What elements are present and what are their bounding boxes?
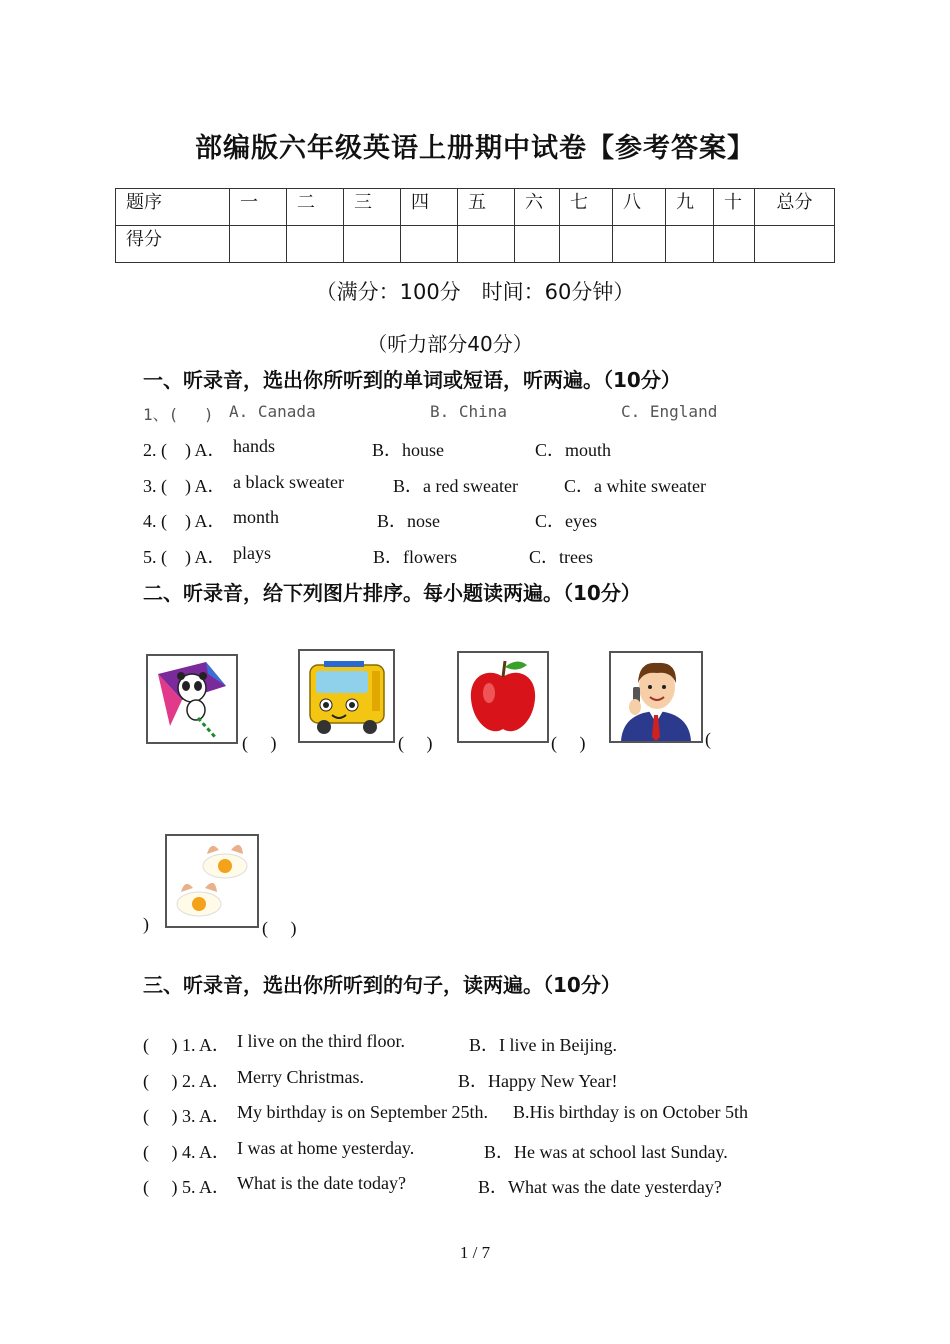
s1-q3-option-b[interactable]: B．a red sweater <box>393 476 518 496</box>
score-cell: 二 <box>287 189 344 226</box>
score-input-cell[interactable] <box>230 226 287 263</box>
score-cell: 四 <box>401 189 458 226</box>
score-cell: 三 <box>344 189 401 226</box>
score-input-cell[interactable] <box>755 226 835 263</box>
s1-q3-option-a[interactable]: a black sweater <box>233 472 344 492</box>
score-cell: 总分 <box>755 189 835 226</box>
s1-q4-option-a[interactable]: month <box>233 507 280 527</box>
listening-header: （听力部分40分） <box>367 332 533 356</box>
score-table-header-row <box>116 189 835 226</box>
man-phone-picture <box>609 651 703 743</box>
s1-q4-option-b[interactable]: B．nose <box>377 511 440 531</box>
score-input-cell[interactable] <box>714 226 755 263</box>
section3-heading: 三、听录音，选出你所听到的句子，读两遍。（10分） <box>143 973 621 997</box>
s1-q3-option-c[interactable]: C．a white sweater <box>564 476 706 496</box>
score-input-cell[interactable] <box>613 226 666 263</box>
s1-q2-option-a[interactable]: hands <box>233 436 275 456</box>
score-cell: 七 <box>560 189 613 226</box>
s1-q1-prefix: 1、( ) <box>143 405 214 424</box>
s3-q5-prefix: ( ) 5. A． <box>143 1177 230 1197</box>
s3-q3-option-b[interactable]: B.His birthday is on October 5th <box>513 1102 748 1122</box>
score-table <box>115 188 835 263</box>
answer-blank-5[interactable]: ( ) <box>262 918 297 938</box>
eggs-icon <box>167 836 257 926</box>
apple-picture <box>457 651 549 743</box>
s1-q2-prefix: 2. ( ) A． <box>143 440 226 460</box>
s1-q2-option-b[interactable]: B．house <box>372 440 444 460</box>
s3-q1-option-a[interactable]: I live on the third floor. <box>237 1031 405 1051</box>
s1-q4-prefix: 4. ( ) A． <box>143 511 226 531</box>
score-input-cell[interactable] <box>560 226 613 263</box>
score-input-cell[interactable] <box>458 226 515 263</box>
s1-q5-option-a[interactable]: plays <box>233 543 271 563</box>
s1-q1-option-c[interactable]: C. England <box>621 402 718 421</box>
s3-q2-prefix: ( ) 2. A． <box>143 1071 230 1091</box>
s3-q3-option-a[interactable]: My birthday is on September 25th. <box>237 1102 488 1122</box>
s3-q3-prefix: ( ) 3. A． <box>143 1106 230 1126</box>
score-table-score-row <box>116 226 835 263</box>
score-input-cell[interactable] <box>401 226 458 263</box>
man-phone-icon <box>611 653 701 741</box>
s1-q1-option-a[interactable]: A. Canada <box>229 402 316 421</box>
kite-picture <box>146 654 238 744</box>
page-number: 1 / 7 <box>459 1243 491 1262</box>
score-input-cell[interactable] <box>344 226 401 263</box>
kite-icon <box>148 656 236 742</box>
eggs-picture <box>165 834 259 928</box>
bus-picture <box>298 649 395 743</box>
s3-q1-option-b[interactable]: B．I live in Beijing. <box>469 1035 617 1055</box>
score-input-cell[interactable] <box>666 226 714 263</box>
s1-q5-option-c[interactable]: C．trees <box>529 547 593 567</box>
bus-icon <box>300 651 393 741</box>
s3-q2-option-a[interactable]: Merry Christmas. <box>237 1067 364 1087</box>
score-cell: 六 <box>515 189 560 226</box>
answer-blank-4-open[interactable]: ( <box>705 729 711 749</box>
s3-q5-option-a[interactable]: What is the date today? <box>237 1173 406 1193</box>
s3-q4-option-a[interactable]: I was at home yesterday. <box>237 1138 415 1158</box>
score-cell: 五 <box>458 189 515 226</box>
answer-blank-4-close[interactable]: ) <box>143 914 149 934</box>
score-cell: 八 <box>613 189 666 226</box>
s1-q4-option-c[interactable]: C．eyes <box>535 511 597 531</box>
answer-blank-2[interactable]: ( ) <box>398 733 433 753</box>
exam-info: （满分：100分 时间：60分钟） <box>315 280 635 304</box>
score-cell: 得分 <box>116 226 230 263</box>
score-cell: 一 <box>230 189 287 226</box>
s1-q2-option-c[interactable]: C．mouth <box>535 440 612 460</box>
answer-blank-3[interactable]: ( ) <box>551 733 586 753</box>
s3-q1-prefix: ( ) 1. A． <box>143 1035 230 1055</box>
score-input-cell[interactable] <box>287 226 344 263</box>
score-cell: 九 <box>666 189 714 226</box>
s3-q5-option-b[interactable]: B．What was the date yesterday? <box>478 1177 722 1197</box>
s1-q3-prefix: 3. ( ) A． <box>143 476 226 496</box>
s1-q5-prefix: 5. ( ) A． <box>143 547 226 567</box>
s3-q4-prefix: ( ) 4. A． <box>143 1142 230 1162</box>
section1-heading: 一、听录音，选出你所听到的单词或短语，听两遍。（10分） <box>143 368 681 392</box>
answer-blank-1[interactable]: ( ) <box>242 733 277 753</box>
score-input-cell[interactable] <box>515 226 560 263</box>
section2-heading: 二、听录音，给下列图片排序。每小题读两遍。（10分） <box>143 581 641 605</box>
apple-icon <box>459 653 547 741</box>
s1-q1-option-b[interactable]: B. China <box>430 402 508 421</box>
s3-q4-option-b[interactable]: B．He was at school last Sunday. <box>484 1142 728 1162</box>
page-title: 部编版六年级英语上册期中试卷【参考答案】 <box>195 133 755 164</box>
s3-q2-option-b[interactable]: B．Happy New Year! <box>458 1071 618 1091</box>
s1-q5-option-b[interactable]: B．flowers <box>373 547 457 567</box>
score-cell: 题序 <box>116 189 230 226</box>
score-cell: 十 <box>714 189 755 226</box>
